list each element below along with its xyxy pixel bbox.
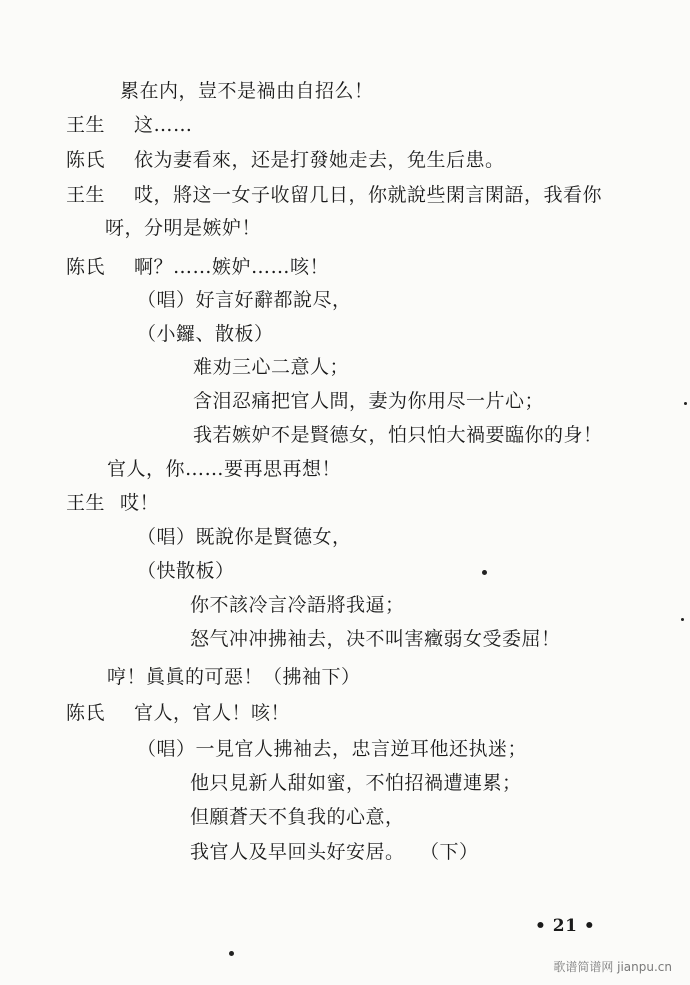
- music-cue: （快散板）: [137, 560, 235, 582]
- verse-line: 他只見新人甜如蜜，不怕招禍遭連累；: [190, 772, 522, 794]
- speaker-wangsheng: 王生: [66, 184, 106, 206]
- scan-speck: [482, 570, 487, 575]
- verse-line: 难劝三心二意人；: [193, 356, 350, 378]
- scan-speck: [684, 402, 687, 405]
- text-line-1: 累在内，豈不是禍由自招么！: [120, 80, 374, 102]
- sung-line: （唱）一見官人拂袖去，忠言逆耳他还执迷；: [137, 738, 528, 760]
- dialogue-line: 哎，將这一女子收留几日，你就說些閑言閑語，我看你: [134, 184, 603, 206]
- sung-line: （唱）既說你是賢德女，: [137, 526, 352, 548]
- dialogue-line: 这……: [134, 114, 193, 136]
- dialogue-line: 哎！: [120, 492, 160, 514]
- dialogue-line: 啊？……嫉妒……咳！: [134, 256, 330, 278]
- speaker-chenshi: 陈氏: [66, 702, 106, 724]
- dialogue-line: 依为妻看來，还是打發她走去，免生后患。: [134, 149, 505, 171]
- music-cue: （小鑼、散板）: [137, 323, 274, 345]
- speaker-wangsheng: 王生: [66, 492, 106, 514]
- scan-speck: [681, 618, 684, 621]
- verse-line: 但願蒼天不負我的心意，: [190, 806, 405, 828]
- verse-line: 你不該冷言冷語將我逼；: [190, 594, 405, 616]
- dialogue-line: 官人，你……要再思再想！: [107, 458, 342, 480]
- scan-speck: [229, 951, 234, 956]
- sung-line: （唱）好言好辭都說尽，: [137, 289, 352, 311]
- speaker-chenshi: 陈氏: [66, 149, 106, 171]
- speaker-wangsheng: 王生: [66, 114, 106, 136]
- verse-line: 含泪忍痛把官人問，妻为你用尽一片心；: [193, 390, 545, 412]
- stage-direction-line: 哼！眞眞的可惡！（拂袖下）: [107, 666, 361, 688]
- dialogue-line: 官人，官人！咳！: [134, 702, 291, 724]
- watermark: 歌谱简谱网 jianpu.cn: [553, 960, 672, 974]
- verse-line: 我官人及早回头好安居。: [190, 841, 405, 863]
- page-number: • 21 •: [535, 916, 596, 936]
- verse-line: 怒气冲冲拂袖去，决不叫害癥弱女受委屈！: [190, 628, 561, 650]
- speaker-chenshi: 陈氏: [66, 256, 106, 278]
- exit-direction: （下）: [420, 841, 479, 863]
- dialogue-continuation: 呀，分明是嫉妒！: [105, 217, 262, 239]
- verse-line: 我若嫉妒不是賢德女，怕只怕大禍要臨你的身！: [193, 424, 603, 446]
